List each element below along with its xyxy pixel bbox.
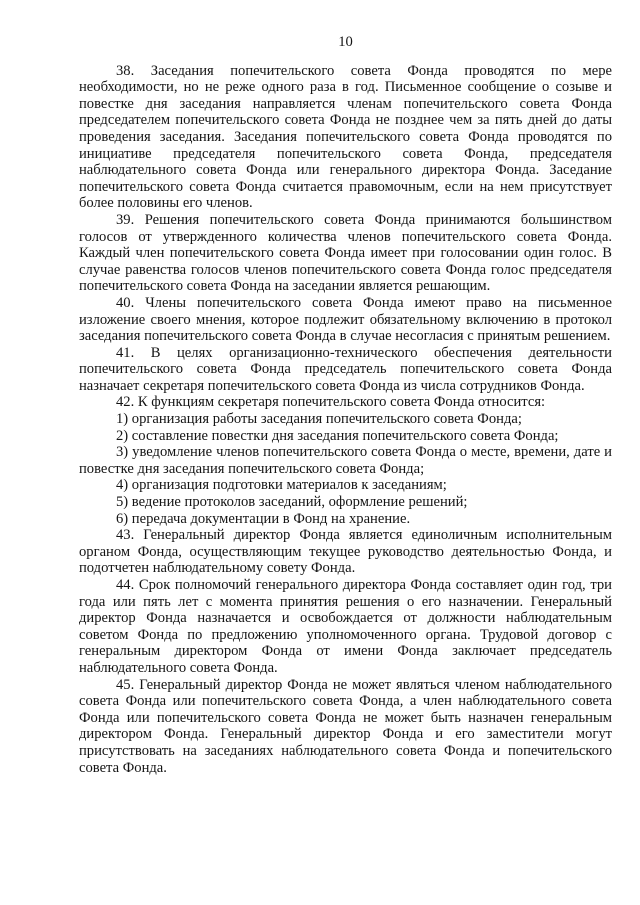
page-number: 10 [338, 34, 353, 50]
list-item-3: 3) уведомление членов попечительского совета Фонда о месте, времени, дате и повестке дня заседания попечительского совета Фонда; [79, 444, 612, 477]
list-item-1: 1) организация работы заседания попечительского совета Фонда; [116, 411, 522, 428]
paragraph-40: 40. Члены попечительского совета Фонда имеют право на письменное изложение своего мнения, которое подлежит обязательному включению в протокол заседания попечительского совета Фонда в случае несогласия с принятым решением. [79, 294, 612, 345]
list-item-2: 2) составление повестки дня заседания попечительского совета Фонда; [116, 427, 559, 444]
list-item-4: 4) организация подготовки материалов к заседаниям; [116, 477, 447, 494]
paragraph-43: 43. Генеральный директор Фонда является единоличным исполнительным органом Фонда, осуществляющим текущее руководство деятельностью Фонда, и подотчетен наблюдательному совету Фонда. [79, 527, 612, 577]
paragraph-45: 45. Генеральный директор Фонда не может являться членом наблюдательного совета Фонда или попечительского совета Фонда, а член наблюдательного совета Фонда или попечительского совета Фонда не может быть назначен генеральным директором Фонда. Генеральный директор Фонда и его заместители могут присутствовать на заседаниях наблюдательного совета Фонда и попечительского совета Фонда. [79, 676, 612, 776]
list-item-6: 6) передача документации в Фонд на хранение. [116, 510, 411, 527]
paragraph-38: 38. Заседания попечительского совета Фонда проводятся по мере необходимости, но не реже одного раза в год. Письменное сообщение о созыве и повестке дня заседания направляется членам попечительского совета Фонда председателем попечительского совета Фонда не позднее чем за пять дней до даты проведения заседания. Заседания попечительского совета Фонда проводятся по инициативе председателя попечительского совета Фонда, председателя наблюдательного совета Фонда или генерального директора Фонда. Заседание попечительского совета Фонда считается правомочным, если на нем присутствует более половины его членов. [79, 62, 612, 212]
paragraph-42: 42. К функциям секретаря попечительского совета Фонда относится: [116, 394, 546, 411]
paragraph-44: 44. Срок полномочий генерального директора Фонда составляет один год, три года или пять лет с момента принятия решения о его назначении. Генеральный директор Фонда назначается и освобождается от должности наблюдательным советом Фонда по предложению уполномоченного органа. Трудовой договор с генеральным директором Фонда от имени Фонда заключает председатель наблюдательного совета Фонда. [79, 577, 612, 676]
paragraph-41: 41. В целях организационно-технического обеспечения деятельности попечительского совета Фонда председатель попечительского совета Фонда назначает секретаря попечительского совета Фонда из числа сотрудников Фонда. [79, 344, 612, 394]
paragraph-39: 39. Решения попечительского совета Фонда принимаются большинством голосов от утвержденного количества членов попечительского совета Фонда. Каждый член попечительского совета Фонда имеет при голосовании один голос. В случае равенства голосов членов попечительского совета Фонда голос председателя попечительского совета Фонда на заседании является решающим. [79, 211, 612, 295]
document-page [79, 34, 612, 776]
list-item-5: 5) ведение протоколов заседаний, оформление решений; [116, 494, 468, 511]
